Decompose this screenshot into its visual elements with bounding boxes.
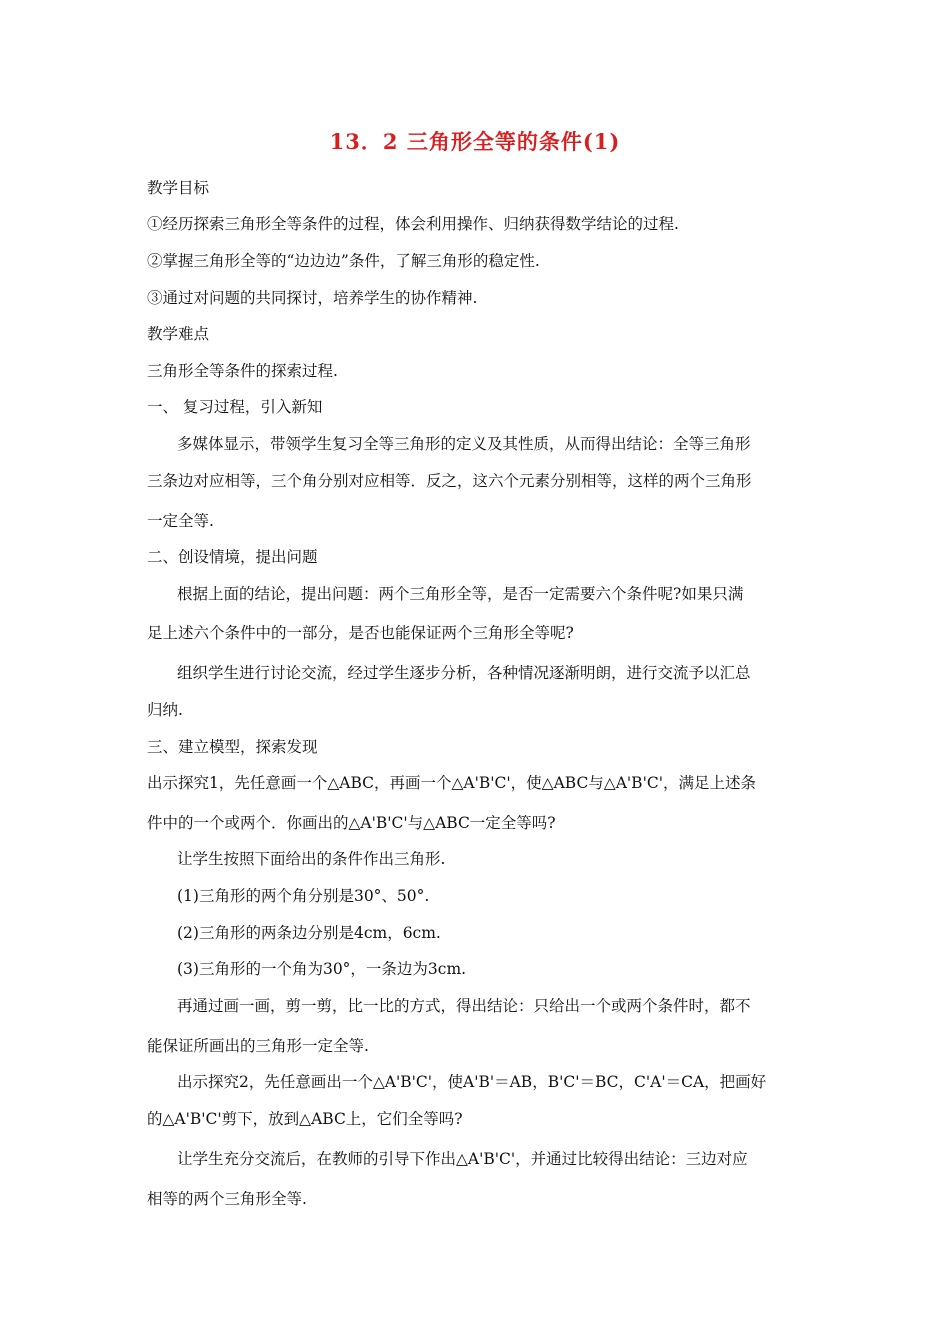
paragraph-line: 多媒体显示，带领学生复习全等三角形的定义及其性质，从而得出结论：全等三角形: [177, 435, 751, 453]
paragraph-line: 的△A'B'C'剪下，放到△ABC上，它们全等吗?: [147, 1110, 463, 1128]
paragraph-line: 相等的两个三角形全等.: [147, 1190, 307, 1208]
difficulty-text: 三角形全等条件的探索过程.: [147, 362, 338, 380]
heading-objectives: 教学目标: [147, 179, 210, 197]
paragraph-line: 根据上面的结论，提出问题：两个三角形全等，是否一定需要六个条件呢?如果只满: [177, 585, 744, 603]
paragraph-line: 出示探究2，先任意画出一个△A'B'C'，使A'B'＝AB，B'C'＝BC，C'A'＝CA，把画好: [177, 1073, 767, 1091]
condition-1: (1)三角形的两个角分别是30°、50°.: [177, 887, 430, 905]
paragraph-line: 让学生充分交流后，在教师的引导下作出△A'B'C'，并通过比较得出结论：三边对应: [177, 1150, 748, 1168]
objective-2: ②掌握三角形全等的“边边边”条件，了解三角形的稳定性.: [147, 252, 540, 270]
section-2-heading: 二、创设情境，提出问题: [147, 548, 318, 566]
paragraph-line: 让学生按照下面给出的条件作出三角形.: [177, 850, 446, 868]
objective-1: ①经历探索三角形全等条件的过程，体会利用操作、归纳获得数学结论的过程.: [147, 215, 679, 233]
paragraph-line: 足上述六个条件中的一部分，是否也能保证两个三角形全等呢?: [147, 624, 574, 642]
paragraph-line: 能保证所画出的三角形一定全等.: [147, 1037, 369, 1055]
condition-3: (3)三角形的一个角为30°，一条边为3cm.: [177, 960, 467, 978]
paragraph-line: 一定全等.: [147, 512, 214, 530]
paragraph-line: 归纳.: [147, 701, 183, 719]
paragraph-line: 组织学生进行讨论交流，经过学生逐步分析，各种情况逐渐明朗，进行交流予以汇总: [177, 664, 751, 682]
condition-2: (2)三角形的两条边分别是4cm，6cm.: [177, 924, 441, 942]
paragraph-line: 出示探究1，先任意画一个△ABC，再画一个△A'B'C'，使△ABC与△A'B'C'，满足上述条: [147, 774, 756, 792]
section-1-heading: 一、 复习过程，引入新知: [147, 398, 323, 416]
paragraph-line: 件中的一个或两个．你画出的△A'B'C'与△ABC一定全等吗?: [147, 814, 556, 832]
page-title: 13．2 三角形全等的条件(1): [329, 129, 621, 154]
objective-3: ③通过对问题的共同探讨，培养学生的协作精神.: [147, 289, 478, 307]
heading-difficulty: 教学难点: [147, 325, 210, 343]
section-3-heading: 三、建立模型，探索发现: [147, 738, 318, 756]
paragraph-line: 再通过画一画，剪一剪，比一比的方式，得出结论：只给出一个或两个条件时，都不: [177, 997, 751, 1015]
paragraph-line: 三条边对应相等，三个角分别对应相等．反之，这六个元素分别相等，这样的两个三角形: [147, 472, 752, 490]
